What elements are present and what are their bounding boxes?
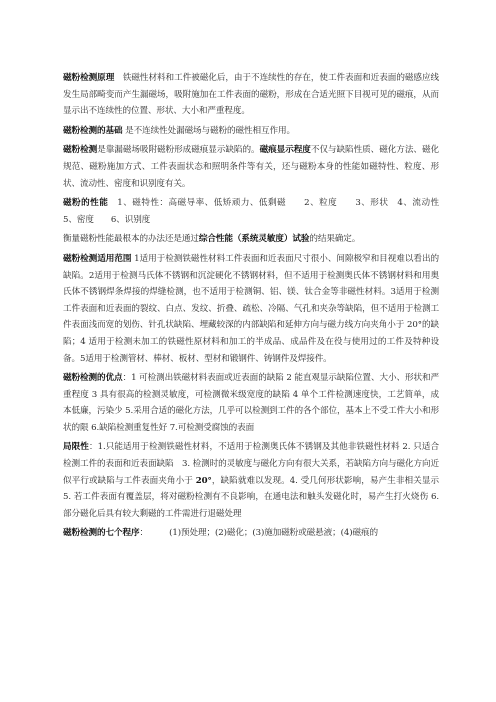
paragraph-method xyxy=(63,142,439,192)
paragraph-advantages xyxy=(63,370,439,436)
paragraph-basis xyxy=(63,123,439,140)
paragraph-scope xyxy=(63,251,439,367)
text-method-1: 是靠漏磁场吸附磁粉形成磁痕显示缺陷的。 xyxy=(97,145,260,156)
heading-scope: 磁粉检测适用范围 xyxy=(63,253,132,264)
heading-properties: 磁粉的性能 xyxy=(63,198,109,209)
heading-procedure: 磁粉检测的七个程序 xyxy=(63,528,140,539)
paragraph-measure xyxy=(63,231,439,248)
paragraph-principle xyxy=(63,70,439,120)
heading-method: 磁粉检测 xyxy=(63,145,98,156)
text-procedure: ： (1)预处理；(2)磁化；(3)施加磁粉或磁悬液；(4)磁痕的 xyxy=(139,528,379,539)
bold-method-2: 磁痕显示程度 xyxy=(259,145,311,156)
text-measure-1: 衡量磁粉性能最根本的办法还是通过 xyxy=(63,234,199,245)
bold-measure: 综合性能（系统灵敏度）试验 xyxy=(198,234,310,245)
text-measure-2: 的结果确定。 xyxy=(309,234,361,245)
text-properties: 1、磁特性：高磁导率、低矫顽力、低剩磁 2、粒度 3、形状 4、流动性 5、密度 6、识别度 xyxy=(63,198,456,225)
document-body xyxy=(63,70,456,545)
text-scope: 1适用于检测铁磁性材料工件表面和近表面尺寸很小、间隙极窄和目视难以看出的缺陷。2适用于检测马氏体不锈钢和沉淀硬化不锈钢材料，但不适用于检测奥氏体不锈钢材料和用奥氏体不锈钢焊条焊接的焊缝检测，也不适用于检测铜、铝、镁、钛合金等非磁性材料。3适用于检测工件表面和近表面的裂纹、白点、发纹、折叠、疏松、冷隔、气孔和夹杂等缺陷，但不适用于检测工件表面浅而宽的划伤、针孔状缺陷、埋藏较深的内部缺陷和延伸方向与磁力线方向夹角小于 20°的缺陷；4 适用于检测未加工的铁磁性原材料和加工的半成品、成品件及在役与使用过的工件及特种设备。5适用于检测管材、棒材、板材、型材和锻钢件、铸钢件及焊接件。 xyxy=(63,253,439,364)
heading-advantages: 磁粉检测的优点 xyxy=(63,373,123,384)
heading-basis: 磁粉检测的基础 xyxy=(63,125,123,136)
paragraph-properties xyxy=(63,195,456,228)
text-basis: 是不连续性处漏磁场与磁粉的磁性相互作用。 xyxy=(125,125,295,136)
text-method-2: 不仅与缺陷性质、磁化方法、磁化规范、磁粉施加方式、工件表面状态和照明条件等有关，还与磁粉本身的性能如磁特性、粒度、形状、流动性、密度和识别度有关。 xyxy=(63,145,439,189)
heading-principle: 磁粉检测原理 xyxy=(63,73,115,83)
bold-limitations-angle: 20° xyxy=(195,475,212,486)
text-limitations-2: 2. 只适合检测工件的表面和近表面缺陷 3. 检测时的灵敏度与磁化方向有很大关系，若缺陷方向与磁化方向近似平行或缺陷与工件表面夹角小于 xyxy=(63,442,439,486)
text-limitations-1: ：1.只能适用于检测铁磁性材料，不适用于检测奥氏体不锈钢及其他非铁磁性材料 xyxy=(88,442,403,453)
paragraph-procedure xyxy=(63,525,439,542)
text-advantages: ：1 可检测出铁磁材料表面或近表面的缺陷 2 能直观显示缺陷位置、大小、形状和严重程度 3 具有很高的检测灵敏度，可检测微米级宽度的缺陷 4 单个工件检测速度快，工艺简单，成本低廉，污染少 5.采用合适的磁化方法，几乎可以检测到工件的各个部位，基本上不受工件大小和形状的限 6.缺陷检测重复性好 7.可检测受腐蚀的表面 xyxy=(63,373,439,433)
text-limitations-3: ，缺陷就难以发现。4. 受几何形状影响，易产生非相关显示 5. 若工件表面有覆盖层，将对磁粉检测有不良影响，在通电法和触头发磁化时，易产生打火烧伤 6. 部分磁化后具有较大剩磁的工件需进行退磁处理 xyxy=(63,475,448,519)
heading-limitations: 局限性 xyxy=(63,442,89,453)
paragraph-limitations xyxy=(63,439,448,522)
text-principle: 铁磁性材料和工件被磁化后，由于不连续性的存在，使工件表面和近表面的磁感应线发生局部畸变而产生漏磁场，吸附施加在工件表面的磁粉，形成在合适光照下目视可见的磁痕，从而显示出不连续性的位置、形状、大小和严重程度。 xyxy=(63,73,439,117)
